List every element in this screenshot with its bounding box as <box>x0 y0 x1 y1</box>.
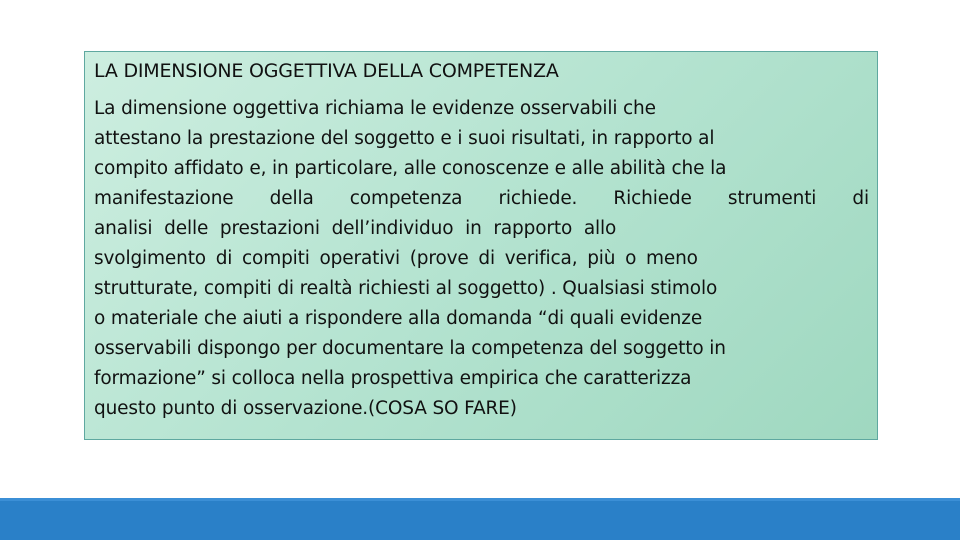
text-box <box>84 51 878 440</box>
body-line: questo punto di osservazione.(COSA SO FARE) <box>94 398 517 419</box>
slide-heading: LA DIMENSIONE OGGETTIVA DELLA COMPETENZA <box>94 60 559 82</box>
body-line: manifestazione della competenza richiede. Richiede strumenti di <box>94 188 869 209</box>
body-paragraph <box>94 94 869 424</box>
footer-bar <box>0 498 960 540</box>
body-line: svolgimento di compiti operativi (prove di verifica, più o meno <box>94 248 698 269</box>
body-line: o materiale che aiuti a rispondere alla domanda “di quali evidenze <box>94 308 703 329</box>
body-line: formazione” si colloca nella prospettiva empirica che caratterizza <box>94 368 692 389</box>
body-line: osservabili dispongo per documentare la competenza del soggetto in <box>94 338 726 359</box>
body-line: analisi delle prestazioni dell’individuo in rapporto allo <box>94 218 617 239</box>
footer-bar-highlight <box>0 498 960 501</box>
body-line: attestano la prestazione del soggetto e i suoi risultati, in rapporto al <box>94 128 715 149</box>
body-line: compito affidato e, in particolare, alle conoscenze e alle abilità che la <box>94 158 727 179</box>
body-line: strutturate, compiti di realtà richiesti al soggetto) . Qualsiasi stimolo <box>94 278 718 299</box>
body-line: La dimensione oggettiva richiama le evidenze osservabili che <box>94 98 656 119</box>
